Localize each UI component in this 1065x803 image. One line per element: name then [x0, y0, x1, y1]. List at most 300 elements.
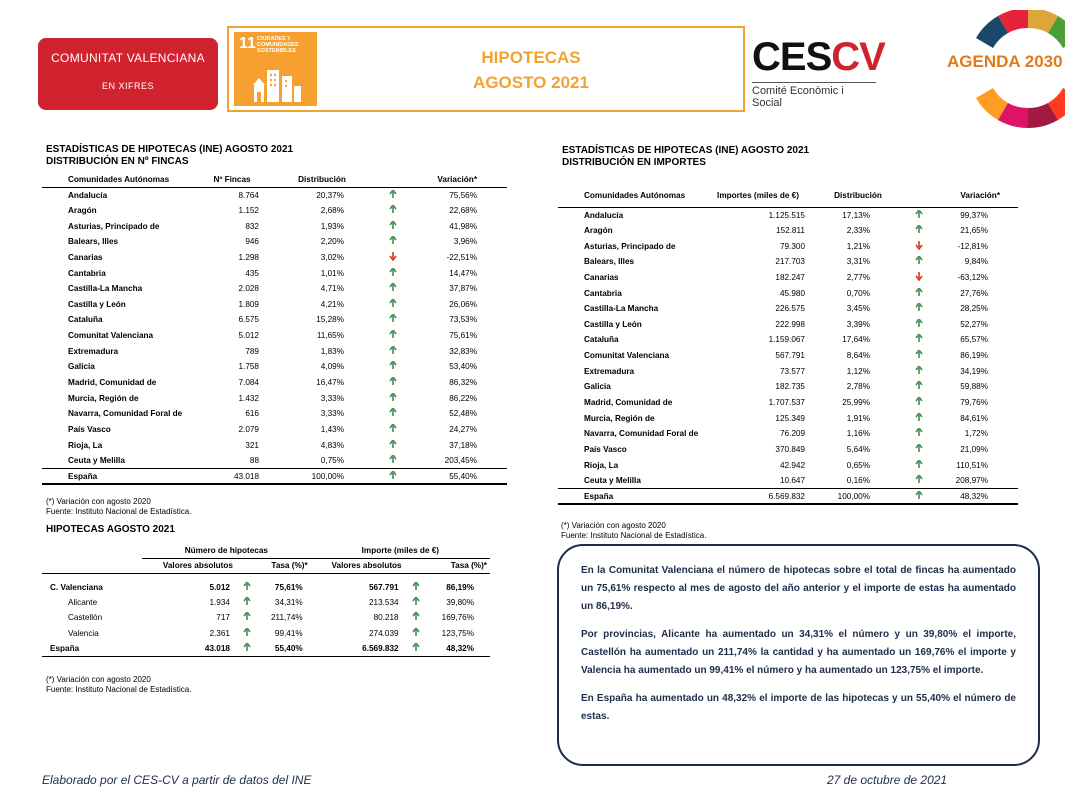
cell-distribution: 0,16%	[846, 475, 870, 485]
arrow-up-icon	[915, 460, 923, 469]
cell-distribution: 0,75%	[320, 455, 344, 465]
arrow-up-icon	[412, 597, 420, 606]
arrow-up-icon	[915, 256, 923, 265]
cell-distribution: 4,83%	[320, 440, 344, 450]
cell-distribution: 4,09%	[320, 362, 344, 372]
table-row	[558, 285, 1018, 301]
cell-distribution: 2,78%	[846, 382, 870, 392]
cell-variation: 34,19%	[960, 366, 988, 376]
table2-note: (*) Variación con agosto 2020	[561, 521, 666, 530]
cell-variation: 73,53%	[449, 315, 477, 325]
cell-region: Asturias, Principado de	[68, 221, 160, 231]
table2-source: Fuente: Instituto Nacional de Estadística.	[561, 530, 707, 540]
arrow-up-icon	[389, 408, 397, 417]
cell-value: 8.764	[238, 190, 259, 200]
cell-value: 6.569.832	[708, 489, 808, 505]
table-row	[558, 442, 1018, 458]
arrow-up-icon	[412, 612, 420, 621]
table3-title: HIPOTECAS AGOSTO 2021	[46, 524, 175, 535]
cell-distribution: 100,00%	[808, 489, 908, 505]
cell-variation: 37,18%	[449, 440, 477, 450]
cell-value: 152.811	[776, 225, 805, 235]
table-row	[42, 296, 507, 312]
cell-value: 217.703	[775, 257, 805, 267]
cell-variation: 32,83%	[449, 346, 477, 356]
sdg-label: CIUDADES Y COMUNIDADES SOSTENIBLES	[257, 36, 299, 54]
table-row	[42, 580, 490, 595]
col-header: Variación*	[382, 173, 507, 187]
arrow-up-icon	[915, 366, 923, 375]
cell-rate: 99,41%	[274, 628, 303, 638]
arrow-up-icon	[389, 314, 397, 323]
cell-value: 946	[245, 237, 259, 247]
sub-header: Tasa (%)*	[236, 558, 311, 573]
sub-header: Valores absolutos	[142, 558, 236, 573]
table-row	[42, 625, 490, 640]
cell-distribution: 3,31%	[846, 257, 870, 267]
cell-count: 5.012	[209, 582, 230, 592]
cell-value: 1.432	[238, 393, 259, 403]
table-row	[558, 207, 1018, 223]
summary-panel	[557, 544, 1040, 766]
arrow-up-icon	[915, 381, 923, 390]
arrow-up-icon	[915, 491, 923, 500]
cell-region: Castilla y León	[68, 299, 126, 309]
cell-value: 5.012	[238, 331, 259, 341]
group-header-number: Número de hipotecas	[142, 543, 311, 558]
cell-amount: 567.791	[369, 582, 399, 592]
cell-distribution: 0,70%	[846, 288, 870, 298]
arrow-up-icon	[915, 334, 923, 343]
arrow-up-icon	[915, 428, 923, 437]
arrow-up-icon	[915, 475, 923, 484]
cell-variation: 84,61%	[960, 413, 988, 423]
table-row	[558, 363, 1018, 379]
cell-region: Aragón	[584, 225, 613, 235]
arrow-up-icon	[412, 628, 420, 637]
table1-notes	[46, 497, 191, 516]
cell-value: 125.349	[775, 413, 805, 423]
cell-value: 7.084	[238, 378, 259, 387]
cell-rate: 34,31%	[274, 598, 303, 608]
cell-rate: 86,19%	[446, 582, 474, 592]
cescv-subtitle: Comité Econòmic i Social	[752, 82, 876, 109]
table-row	[42, 234, 507, 250]
table1-note: (*) Variación con agosto 2020	[46, 497, 151, 506]
table-row	[558, 410, 1018, 426]
cell-distribution: 0,65%	[846, 460, 870, 470]
cell-distribution: 1,01%	[320, 268, 344, 278]
col-header: Comunidades Autónomas	[558, 185, 708, 207]
table-row	[558, 223, 1018, 239]
cell-distribution: 3,45%	[846, 304, 870, 314]
arrow-up-icon	[389, 205, 397, 214]
cell-variation: 26,06%	[449, 299, 477, 309]
table-row	[558, 426, 1018, 442]
table-row	[558, 395, 1018, 411]
cell-value: 43.018	[202, 469, 262, 485]
cell-variation: 22,68%	[449, 205, 477, 215]
cell-variation: 52,27%	[960, 319, 988, 329]
arrow-down-icon	[915, 272, 923, 281]
arrow-up-icon	[389, 330, 397, 339]
arrow-up-icon	[412, 582, 420, 591]
cell-region: Asturias, Principado de	[584, 241, 676, 251]
cell-variation: -22,51%	[446, 252, 477, 262]
cell-variation: 24,27%	[449, 424, 477, 434]
arrow-up-icon	[412, 643, 420, 652]
cell-distribution: 4,21%	[320, 299, 344, 309]
arrow-up-icon	[915, 225, 923, 234]
cell-region: Canarias	[68, 252, 103, 262]
cell-region: Ceuta y Melilla	[68, 455, 125, 465]
cell-distribution: 2,33%	[846, 225, 870, 235]
cell-value: 435	[245, 268, 259, 278]
summary-paragraph: En España ha aumentado un 48,32% el importe de las hipotecas y un 55,40% el número de estas.	[581, 693, 1016, 722]
cell-count: 2.361	[209, 628, 230, 638]
cell-distribution: 1,93%	[320, 221, 344, 231]
cell-variation: 21,09%	[960, 444, 988, 454]
cescv-cv-text: CV	[831, 35, 885, 79]
table-row	[42, 437, 507, 453]
cell-distribution: 3,33%	[320, 409, 344, 419]
table-row	[558, 332, 1018, 348]
table-total-row	[558, 489, 1018, 505]
cell-value: 10.647	[779, 475, 805, 485]
arrow-up-icon	[915, 210, 923, 219]
arrow-up-icon	[389, 221, 397, 230]
cell-variation: 28,25%	[960, 304, 988, 314]
sub-header: Tasa (%)*	[405, 558, 490, 573]
cell-distribution: 8,64%	[846, 351, 870, 361]
arrow-up-icon	[389, 236, 397, 245]
cell-rate: 123,75%	[441, 628, 474, 638]
cell-region: Murcia, Región de	[68, 393, 139, 403]
arrow-down-icon	[389, 252, 397, 261]
arrow-down-icon	[915, 241, 923, 250]
cell-value: 616	[245, 409, 259, 419]
cell-distribution: 4,71%	[320, 284, 344, 294]
cell-variation: -63,12%	[957, 272, 988, 282]
cell-region: Valencia	[68, 628, 99, 638]
cell-distribution: 20,37%	[316, 190, 344, 200]
arrow-up-icon	[389, 299, 397, 308]
table-row	[42, 328, 507, 344]
cell-region: Comunitat Valenciana	[68, 331, 154, 341]
cell-value: 1.758	[238, 362, 259, 372]
footer-date: 27 de octubre de 2021	[827, 773, 948, 787]
col-header: Distribución	[808, 185, 908, 207]
arrow-up-icon	[243, 628, 251, 637]
cell-region: Cantabria	[584, 288, 622, 298]
table2-title-line1: ESTADÍSTICAS DE HIPOTECAS (INE) AGOSTO 2021	[562, 145, 810, 156]
cell-distribution: 2,77%	[846, 272, 870, 282]
cell-region: Cantabria	[68, 268, 106, 278]
cell-distribution: 17,64%	[842, 335, 870, 345]
cell-region: Madrid, Comunidad de	[68, 378, 157, 387]
cell-region: Extremadura	[584, 366, 635, 376]
cell-value: 2.028	[238, 284, 259, 294]
cell-value: 182.735	[775, 382, 805, 392]
table-row	[42, 453, 507, 469]
table-row	[42, 359, 507, 375]
cell-variation: 86,19%	[960, 351, 988, 361]
cell-region: Balears, Illes	[68, 237, 119, 247]
cell-variation: 99,37%	[960, 210, 988, 220]
col-header: Comunidades Autónomas	[42, 173, 202, 187]
table1-source: Fuente: Instituto Nacional de Estadística.	[46, 506, 192, 516]
cell-region: Ceuta y Melilla	[584, 475, 641, 485]
table-row	[42, 375, 507, 391]
title-line2: AGOSTO 2021	[473, 73, 589, 92]
cell-variation: 1,72%	[964, 429, 988, 439]
table-row	[42, 422, 507, 438]
cell-distribution: 11,65%	[316, 331, 344, 341]
cell-distribution: 1,83%	[320, 346, 344, 356]
cell-value: 1.159.067	[768, 335, 805, 345]
table-row	[558, 379, 1018, 395]
table-row	[42, 312, 507, 328]
cell-value: 1.809	[238, 299, 259, 309]
cell-variation: 27,76%	[960, 288, 988, 298]
arrow-up-icon	[389, 377, 397, 386]
cell-value: 6.575	[238, 315, 259, 325]
group-header-importe: Importe (miles de €)	[311, 543, 490, 558]
cell-region: Castellón	[68, 613, 103, 623]
table3-notes	[46, 675, 191, 694]
cell-variation: 3,96%	[453, 237, 477, 247]
cell-region: Castilla y León	[584, 319, 642, 329]
cell-distribution: 17,13%	[842, 210, 870, 220]
cell-region: Murcia, Región de	[584, 413, 655, 423]
table-header-row	[558, 185, 1018, 207]
cell-variation: 110,51%	[956, 460, 988, 470]
cell-value: 73.577	[779, 366, 805, 376]
arrow-up-icon	[389, 361, 397, 370]
cell-variation: 79,76%	[960, 398, 988, 407]
cell-value: 76.209	[779, 429, 805, 439]
cell-variation: 37,87%	[449, 284, 477, 294]
cell-region: Cataluña	[68, 315, 103, 325]
cell-value: 88	[249, 455, 259, 465]
col-header: Nº Fincas	[202, 173, 262, 187]
table-row	[42, 250, 507, 266]
cell-value: 321	[245, 440, 259, 450]
sub-header: Valores absolutos	[311, 558, 405, 573]
arrow-up-icon	[915, 303, 923, 312]
table3-source: Fuente: Instituto Nacional de Estadística.	[46, 684, 192, 694]
cescv-ces-text: CES	[752, 35, 832, 79]
table-row	[558, 270, 1018, 286]
table-row	[42, 641, 490, 656]
table-row	[42, 406, 507, 422]
table-row	[558, 254, 1018, 270]
cell-distribution: 1,43%	[320, 424, 344, 434]
arrow-up-icon	[389, 455, 397, 464]
table-row	[42, 203, 507, 219]
table-row	[42, 610, 490, 625]
table2-notes	[561, 521, 706, 540]
summary-paragraph: En la Comunitat Valenciana el número de hipotecas sobre el total de fincas ha aumentado un 75,61% respecto al mes de agosto del año anterior y el importe de estas ha aumentado un 86,19%.	[581, 565, 1016, 612]
cell-region: Galicia	[68, 362, 95, 372]
table-header-row	[42, 173, 507, 187]
cell-count: 1.934	[209, 598, 230, 608]
arrow-up-icon	[243, 643, 251, 652]
cell-region: España	[42, 641, 142, 656]
cell-region: País Vasco	[584, 444, 627, 454]
cell-region: Canarias	[584, 272, 619, 282]
arrow-up-icon	[389, 268, 397, 277]
arrow-up-icon	[915, 350, 923, 359]
cell-distribution: 3,33%	[320, 393, 344, 403]
cell-value: 222.998	[775, 319, 805, 329]
table-row	[558, 238, 1018, 254]
cell-distribution: 25,99%	[842, 398, 870, 407]
cell-region: C. Valenciana	[50, 582, 103, 592]
arrow-up-icon	[915, 444, 923, 453]
cell-value: 226.575	[775, 304, 805, 314]
table-row	[42, 265, 507, 281]
cell-region: Balears, Illes	[584, 257, 635, 267]
cell-value: 2.079	[238, 424, 259, 434]
arrow-up-icon	[389, 190, 397, 199]
cell-count: 717	[216, 613, 230, 623]
cell-value: 1.125.515	[768, 210, 805, 220]
cell-amount: 80.218	[373, 613, 399, 623]
cell-variation: 203,45%	[444, 455, 477, 465]
table-row	[558, 316, 1018, 332]
arrow-up-icon	[915, 288, 923, 297]
cell-variation: 48,32%	[930, 489, 1018, 505]
table1-title	[46, 144, 293, 168]
cell-distribution: 1,21%	[846, 241, 870, 251]
arrow-up-icon	[243, 582, 251, 591]
arrow-up-icon	[915, 413, 923, 422]
cell-region: País Vasco	[68, 424, 111, 434]
cell-variation: 75,61%	[449, 331, 477, 341]
cell-distribution: 1,16%	[846, 429, 870, 439]
table-row	[42, 390, 507, 406]
title-line1: HIPOTECAS	[481, 48, 581, 67]
cell-variation: 41,98%	[449, 221, 477, 231]
cell-amount: 274.039	[369, 628, 399, 638]
cell-distribution: 1,91%	[846, 413, 870, 423]
cell-value: 1.298	[238, 252, 259, 262]
table-row	[42, 281, 507, 297]
cell-distribution: 15,28%	[316, 315, 344, 325]
cell-variation: 208,97%	[955, 475, 988, 485]
cell-value: 567.791	[775, 351, 805, 361]
cell-rate: 169,76%	[441, 613, 474, 623]
cell-variation: -12,81%	[957, 241, 988, 251]
table-total-row	[42, 469, 507, 485]
cell-region: Andalucía	[68, 190, 108, 200]
arrow-up-icon	[389, 346, 397, 355]
arrow-up-icon	[389, 471, 397, 480]
arrow-up-icon	[243, 597, 251, 606]
arrow-up-icon	[389, 424, 397, 433]
cell-distribution: 5,64%	[846, 444, 870, 454]
cell-rate: 55,40%	[258, 641, 311, 656]
cell-rate: 75,61%	[274, 582, 303, 592]
table2-title	[562, 145, 809, 169]
cell-value: 832	[245, 221, 259, 231]
agenda-2030-logo	[940, 10, 1065, 128]
cell-variation: 75,56%	[449, 190, 477, 200]
table-row	[558, 473, 1018, 489]
cell-rate: 48,32%	[427, 641, 490, 656]
cell-value: 42.942	[779, 460, 805, 470]
cell-rate: 211,74%	[270, 613, 303, 623]
col-header: Variación*	[908, 185, 1018, 207]
cv-logo-line2: EN XIFRES	[101, 81, 154, 91]
cell-region: Rioja, La	[68, 440, 103, 450]
cell-variation: 53,40%	[449, 362, 477, 372]
cell-region: Navarra, Comunidad Foral de	[584, 429, 699, 439]
footer-credit: Elaborado por el CES-CV a partir de datos del INE	[42, 773, 312, 787]
cell-value: 182.247	[775, 272, 805, 282]
table-row	[558, 348, 1018, 364]
summary-paragraph: Por provincias, Alicante ha aumentado un 34,31% el número y un 39,80% el importe, Castellón ha aumentado un 211,74% la cantidad y ha aumentado un 169,76% el importe y Valencia ha aumentado un 99,41% el número y ha aumentado un 123,75% el importe.	[581, 629, 1016, 676]
cv-logo-line1: COMUNITAT VALENCIANA	[51, 51, 205, 65]
cell-variation: 14,47%	[449, 268, 477, 278]
cell-variation: 21,65%	[960, 225, 988, 235]
sdg-number: 11	[239, 35, 256, 52]
table-fincas	[42, 173, 507, 485]
cell-region: Madrid, Comunidad de	[584, 398, 673, 407]
cell-distribution: 2,20%	[320, 237, 344, 247]
cell-variation: 9,84%	[964, 257, 988, 267]
cell-distribution: 16,47%	[316, 378, 344, 387]
cell-variation: 65,57%	[960, 335, 988, 345]
city-buildings-icon	[252, 62, 302, 102]
cell-region: Andalucía	[584, 210, 624, 220]
table2-title-line2: DISTRIBUCIÓN EN IMPORTES	[562, 157, 706, 168]
table1-title-line2: DISTRIBUCIÓN EN Nº FINCAS	[46, 156, 189, 167]
sdg-11-icon	[234, 32, 317, 106]
arrow-up-icon	[389, 393, 397, 402]
table-row	[42, 187, 507, 203]
cell-value: 79.300	[779, 241, 805, 251]
cell-rate: 39,80%	[446, 598, 474, 608]
arrow-up-icon	[915, 397, 923, 406]
table3-sub-header	[42, 558, 490, 573]
cell-value: 1.707.537	[768, 398, 805, 407]
cell-variation: 55,40%	[404, 469, 507, 485]
cell-variation: 59,88%	[960, 382, 988, 392]
cell-region: Comunitat Valenciana	[584, 351, 670, 361]
table1-title-line1: ESTADÍSTICAS DE HIPOTECAS (INE) AGOSTO 2021	[46, 144, 294, 155]
cell-distribution: 3,02%	[320, 252, 344, 262]
cell-region: Extremadura	[68, 346, 119, 356]
cell-distribution: 1,12%	[846, 366, 870, 376]
cell-region: España	[42, 469, 202, 485]
table-row	[558, 301, 1018, 317]
cell-region: Galicia	[584, 382, 611, 392]
table-hipotecas-provincias	[42, 543, 490, 657]
arrow-up-icon	[389, 440, 397, 449]
table-row	[42, 218, 507, 234]
arrow-up-icon	[915, 319, 923, 328]
cell-value: 789	[245, 346, 259, 356]
cell-distribution: 2,68%	[320, 205, 344, 215]
cell-region: Navarra, Comunidad Foral de	[68, 409, 183, 419]
table-row	[42, 595, 490, 610]
cell-distribution: 100,00%	[262, 469, 382, 485]
col-header: Importes (miles de €)	[708, 185, 808, 207]
table3-note: (*) Variación con agosto 2020	[46, 675, 151, 684]
cell-count: 43.018	[142, 641, 236, 656]
